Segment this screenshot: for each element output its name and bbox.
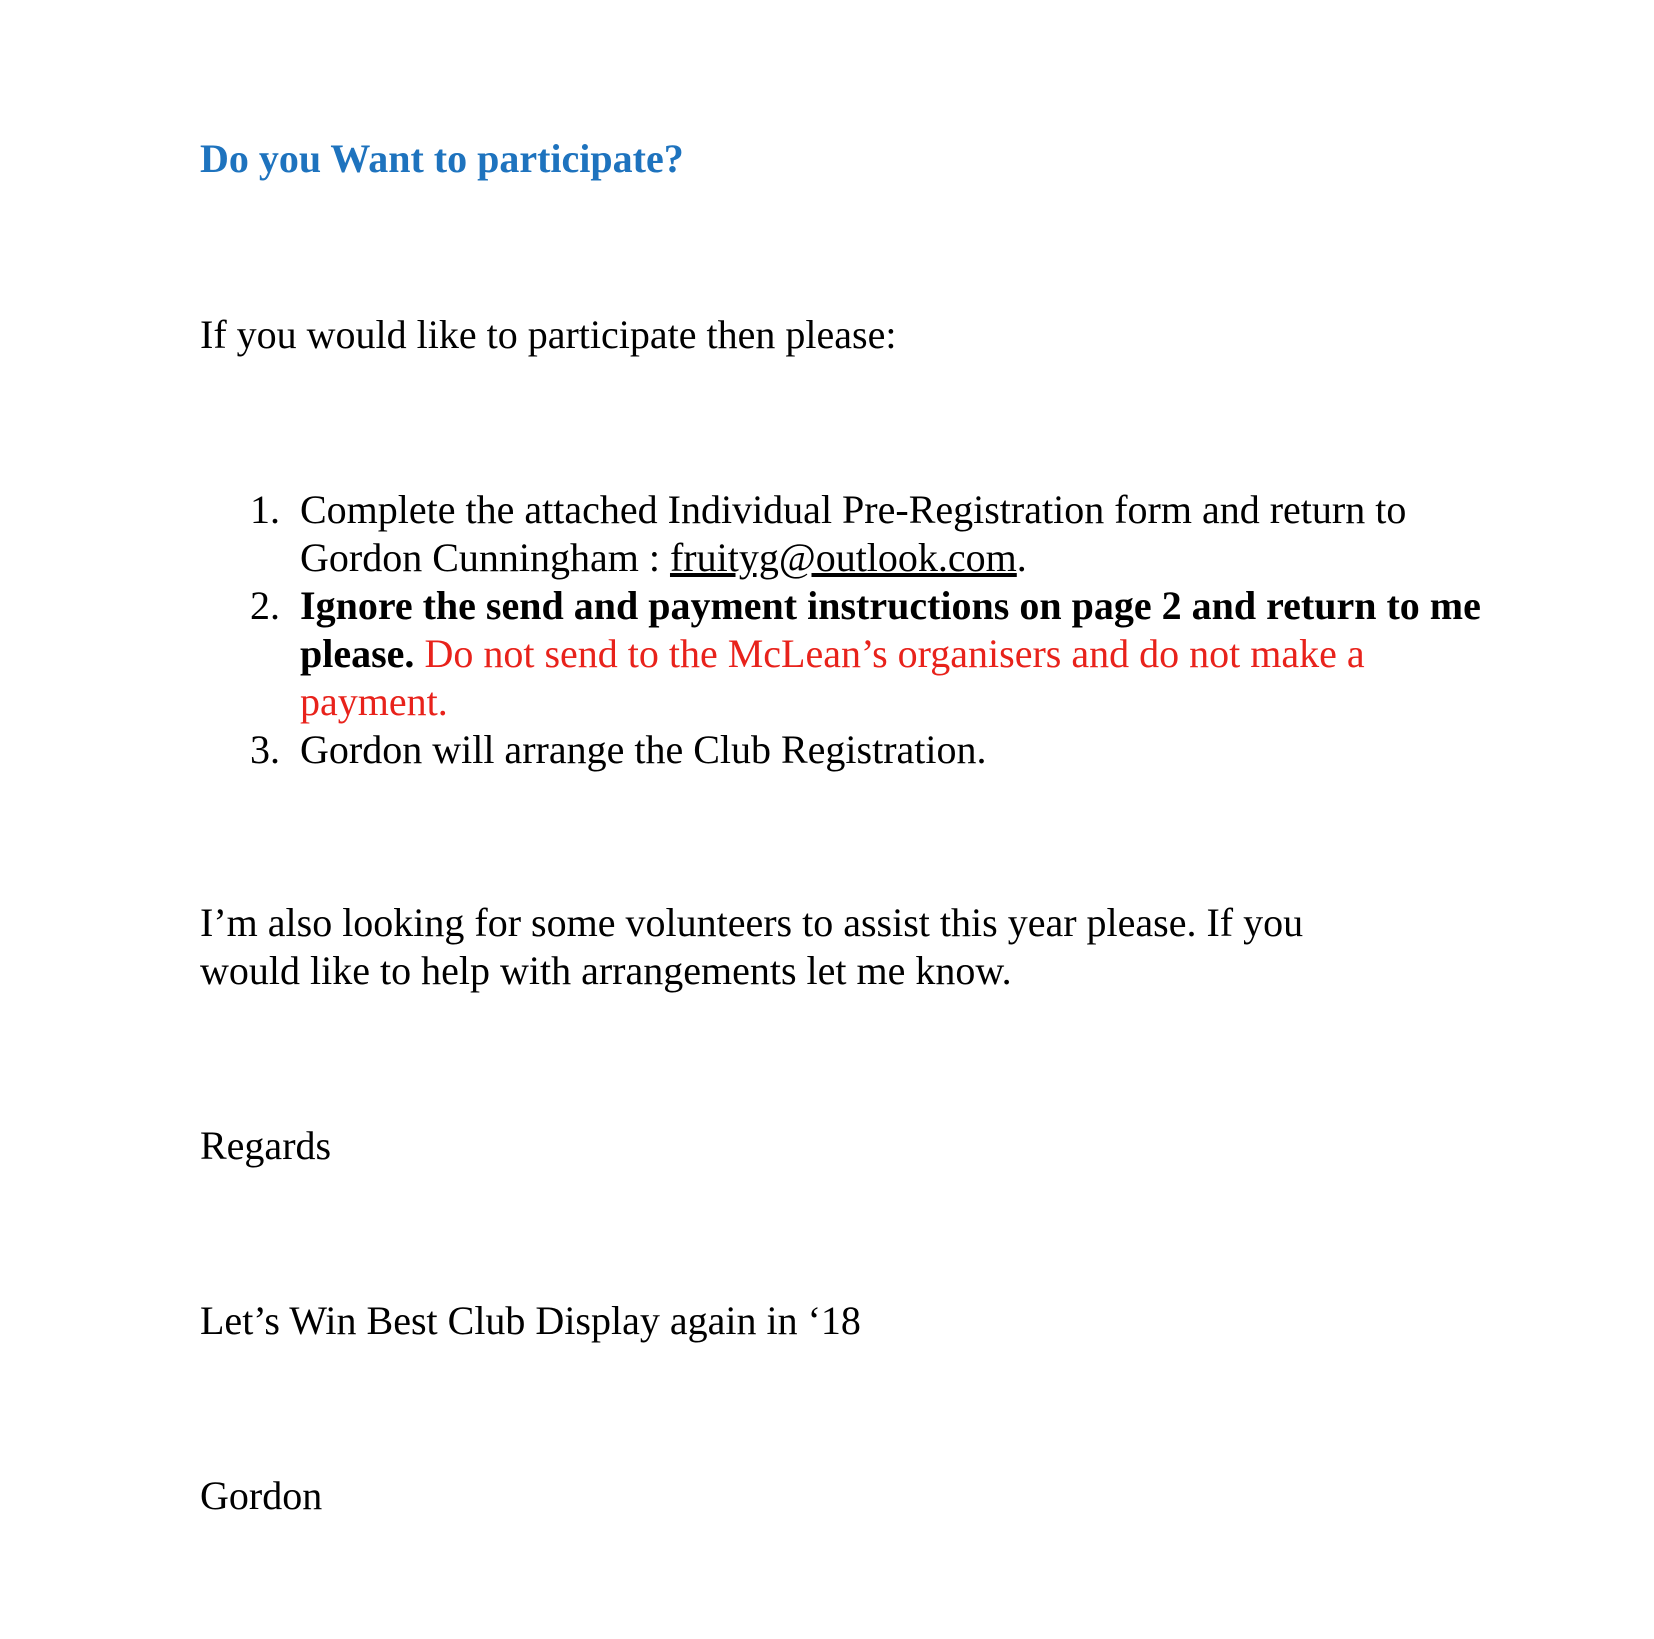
closing-regards: Regards (200, 1123, 332, 1168)
volunteer-line-1: I’m also looking for some volunteers to assist this year please. If you (200, 900, 1304, 945)
list-number: 1. (250, 487, 280, 532)
list-item (200, 726, 1500, 774)
page-title: Do you Want to participate? (200, 136, 684, 181)
volunteer-line-2: would like to help with arrangements let me know. (200, 948, 1012, 993)
list-number: 2. (250, 583, 280, 628)
list-item (200, 486, 1500, 582)
list-number: 3. (250, 727, 280, 772)
step-1-period: . (1016, 535, 1027, 580)
step-1-text: Complete the attached Individual Pre-Registration form and return to (300, 487, 1407, 532)
step-1-text-line2: Gordon Cunningham : (300, 535, 670, 580)
signature-name: Gordon (200, 1473, 323, 1518)
instructions-list (200, 486, 1500, 774)
slogan-text: Let’s Win Best Club Display again in ‘18 (200, 1298, 861, 1343)
email-link[interactable]: fruityg@outlook.com (669, 535, 1017, 580)
step-2-bold-text: Ignore the send and payment instructions on page 2 and return to me please. (300, 583, 1481, 676)
step-3-text: Gordon will arrange the Club Registration. (300, 727, 987, 772)
volunteer-paragraph (200, 899, 1303, 995)
step-2-warning-text: Do not send to the McLean’s organisers and do not make a payment. (300, 631, 1365, 724)
list-item (200, 582, 1500, 726)
intro-text: If you would like to participate then please: (200, 312, 897, 357)
